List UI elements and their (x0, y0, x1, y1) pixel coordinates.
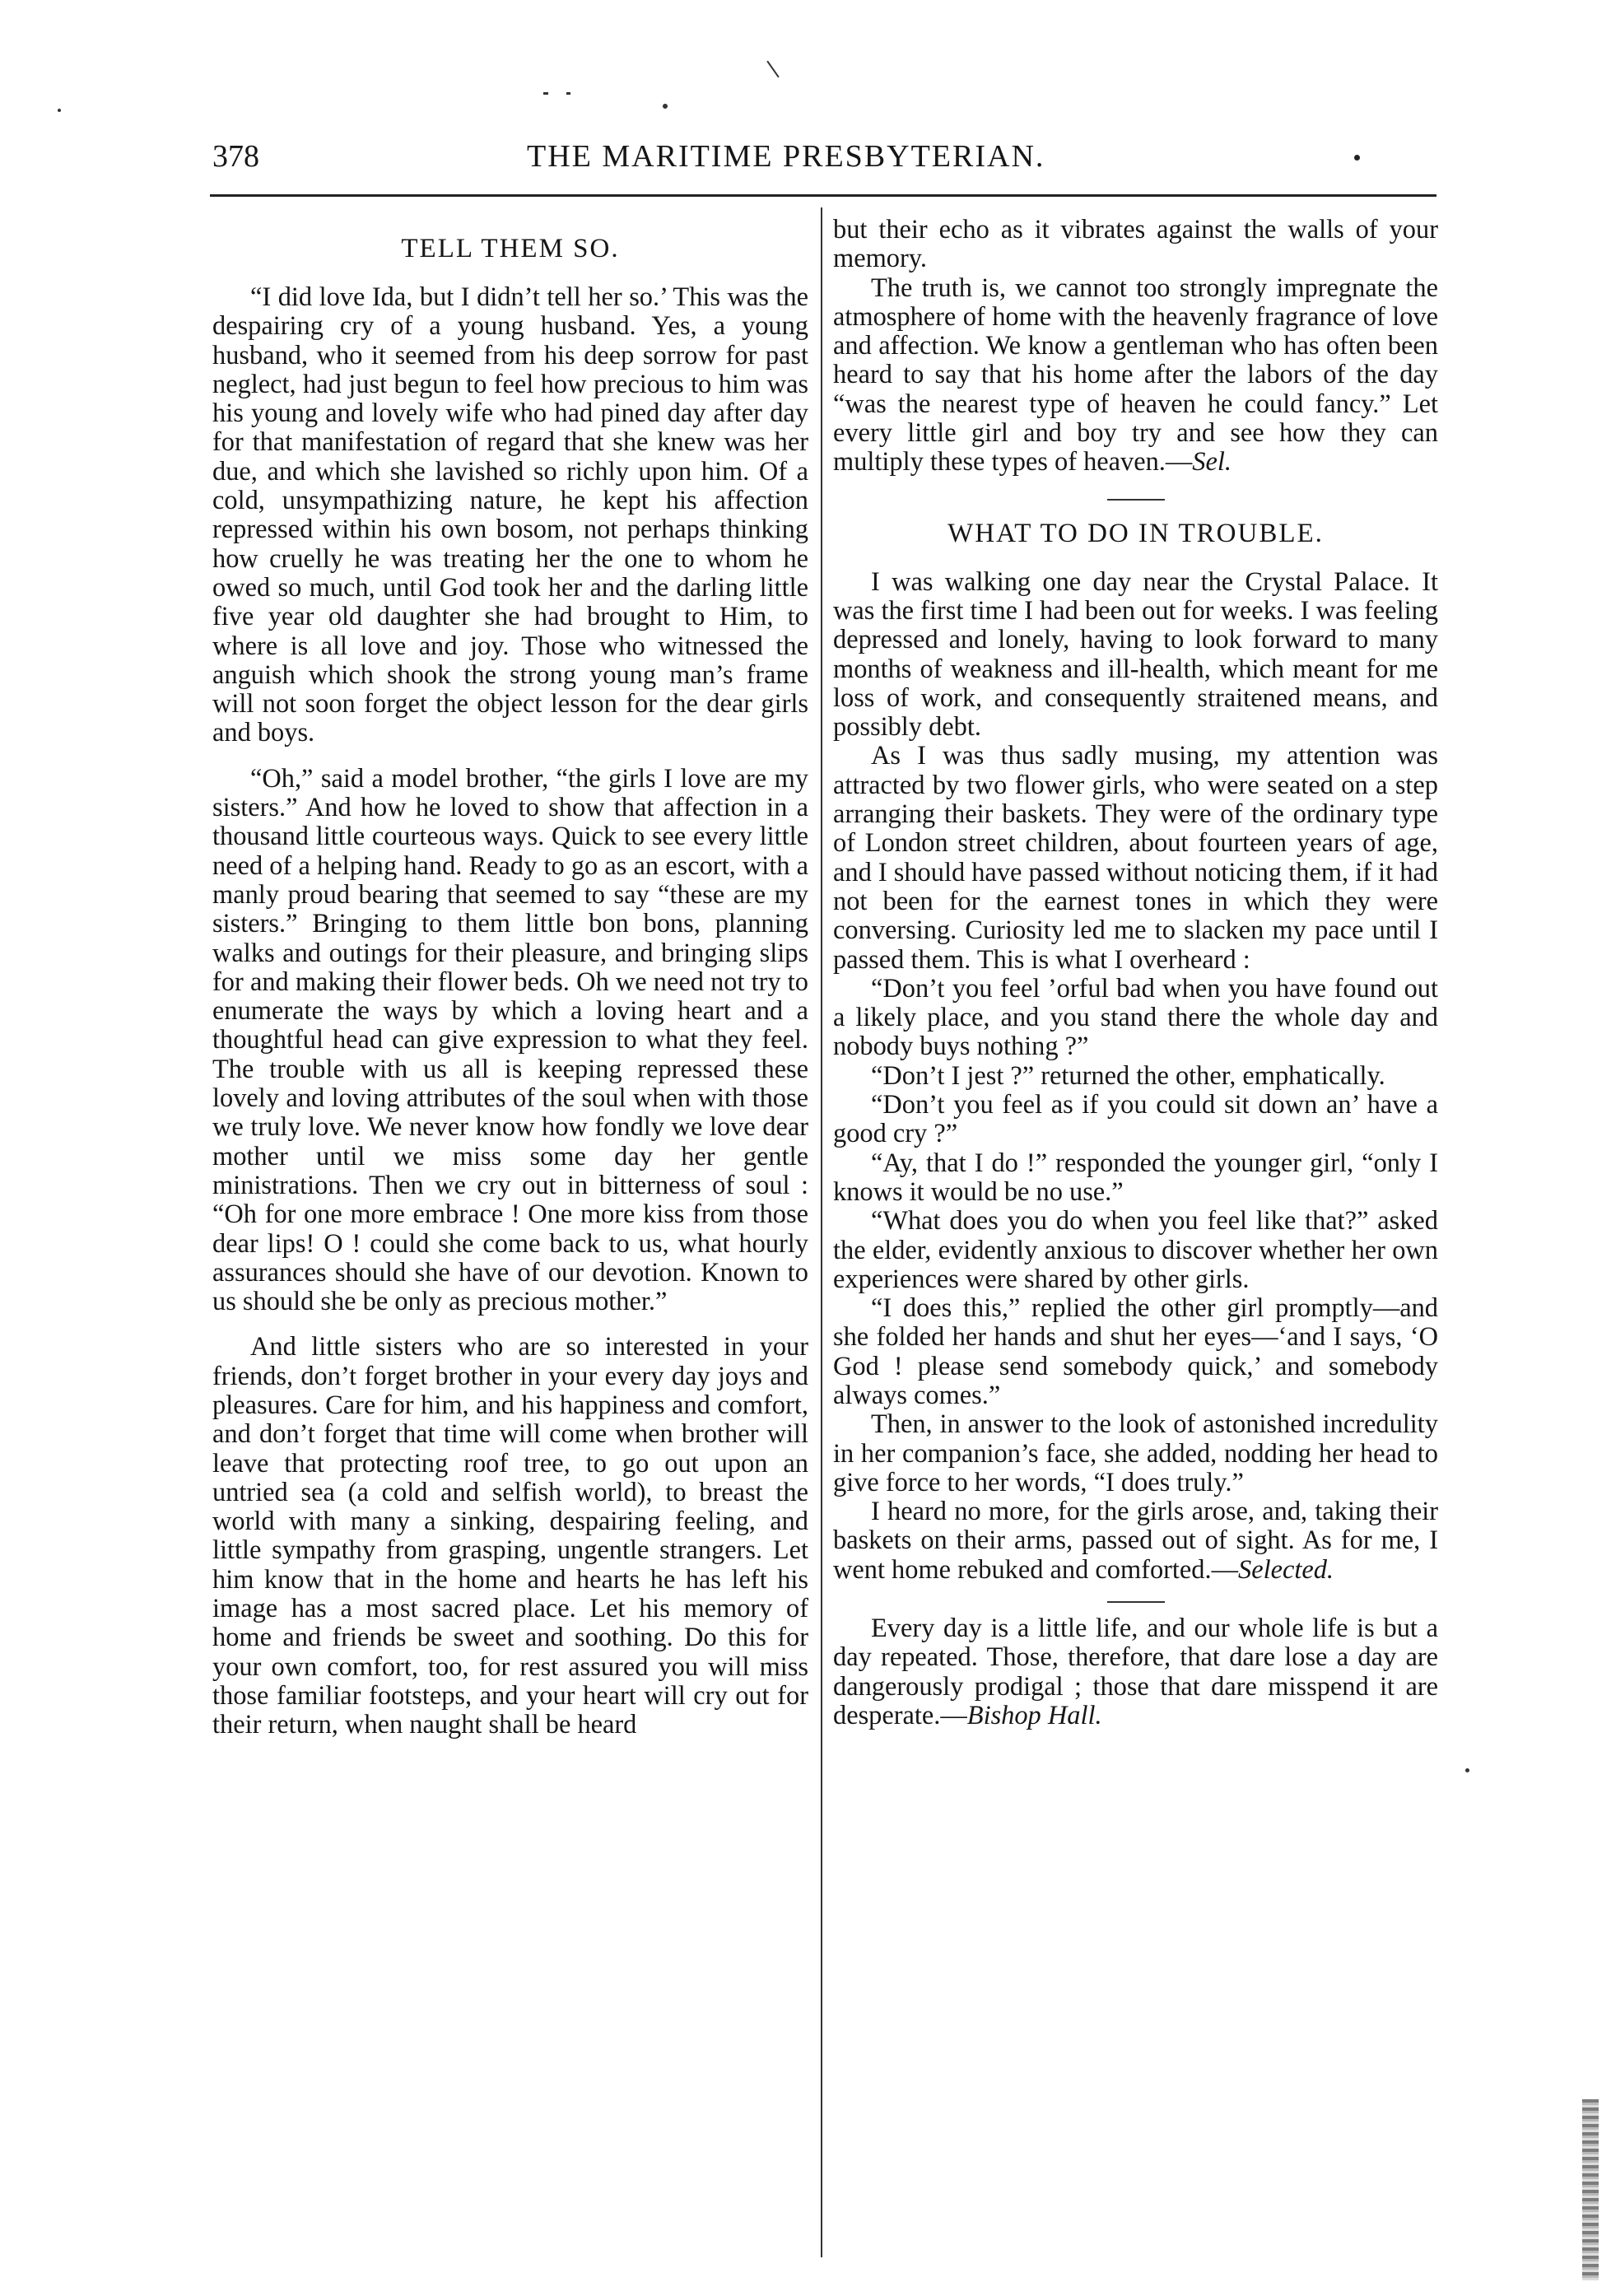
paragraph: And little sisters who are so interested in your friends, don’t forget brother in your every day joys and pleasures. Care for him, and his happiness and comfort, and don’t forget that time will come when brother will leave that protecting roof tree, to go out upon an untried sea (a cold and selfish world), to breast the world with many a sinking, despairing feeling, and little sympathy from grasping, ungentle strangers. Let him know that in the home and hearts he has left his image has a most sacred place. Let his memory of home and friends be sweet and soothing. Do this for your own comfort, too, for rest assured you will miss those familiar footsteps, and your heart will cry out for their return, when naught shall be heard (212, 1332, 808, 1740)
header-dot (1354, 155, 1360, 161)
paragraph-text: Every day is a little life, and our whole life is but a day repeated. Those, therefore, that dare lose a day are dangerously prodigal ; those that dare misspend it are desperate.— (833, 1614, 1438, 1730)
page-number: 378 (212, 139, 259, 174)
paragraph-continuation: but their echo as it vibrates against the walls of your memory. (833, 215, 1438, 274)
paragraph: Then, in answer to the look of astonished incredulity in her companion’s face, she added, nodding her head to give force to her words, “I does truly.” (833, 1409, 1438, 1497)
paragraph (833, 274, 1438, 477)
article-separator (1107, 1601, 1165, 1603)
paragraph: “Oh,” said a model brother, “the girls I love are my sisters.” And how he loved to show that affection in a thousand little courteous ways. Quick to see every little need of a helping hand. Ready to go as an escort, with a manly proud bearing that seemed to say “these are my sisters.” Bringing to them little bon bons, planning walks and outings for their pleasure, and bringing slips for and making their flower beds. Oh we need not try to enumerate the ways by which a loving heart and a thoughtful head can give expression to what they feel. The trouble with us all is keeping repressed these lovely and loving attributes of the soul when with those we truly love. We never know how fondly we love dear mother until we miss some day her gentle ministrations. Then we cry out in bitterness of soul : “Oh for one more embrace ! One more kiss from those dear lips! O ! could she come back to us, what hourly assurances should she have of our devotion. Known to us should she be only as precious mother.” (212, 763, 808, 1317)
page-edge-damage (1582, 2099, 1599, 2280)
running-head: THE MARITIME PRESBYTERIAN. (527, 139, 1045, 174)
paragraph: “Ay, that I do !” responded the younger girl, “only I knows it would be no use.” (833, 1148, 1438, 1207)
paragraph: As I was thus sadly musing, my attention was attracted by two flower girls, who were seated on a step arranging their baskets. They were of the ordinary type of London street children, about fourteen years of age, and I should have passed without noticing them, if it had not been for the earnest tones in which they were conversing. Curiosity led me to slacken my pace until I passed them. This is what I overheard : (833, 741, 1438, 975)
article-title-tell-them-so: TELL THEM SO. (401, 234, 620, 263)
signature: Sel. (1192, 447, 1232, 477)
signature: Selected. (1238, 1554, 1334, 1585)
scan-speck (663, 104, 668, 109)
paragraph-text: The truth is, we cannot too strongly impregnate the atmosphere of home with the heavenly fragrance of love and affection. We know a gentleman who has often been heard to say that his home after the labors of the day “was the nearest type of heaven he could fancy.” Let every little girl and boy try and see how they can multiply these types of heaven.— (833, 272, 1438, 477)
article-title-what-to-do: WHAT TO DO IN TROUBLE. (948, 518, 1324, 548)
paragraph (833, 1614, 1438, 1730)
paragraph: “I did love Ida, but I didn’t tell her so.’ This was the despairing cry of a young husband. Yes, a young husband, who it seemed from his deep sorrow for past neglect, had just begun to feel how precious to him was his young and lovely wife who had pined day after day for that manifestation of regard that she knew was her due, and which she lavished so richly upon him. Of a cold, unsympathizing nature, he kept his affection repressed within his own bosom, not perhaps thinking how cruelly he was treating her the one to whom he owed so much, until God took her and the darling little five year old daughter she had brought to Him, to where is all love and joy. Those who witnessed the anguish which shook the strong young man’s frame will not soon forget the object lesson for the dear girls and boys. (212, 282, 808, 748)
paragraph (833, 1497, 1438, 1585)
left-column (212, 216, 808, 1740)
scan-speck (543, 92, 548, 95)
scan-speck (766, 61, 779, 78)
paragraph: I was walking one day near the Crystal Palace. It was the first time I had been out for weeks. I was feeling depressed and lonely, having to look forward to many months of weakness and ill-health, which meant for me loss of work, and consequently straitened means, and possibly debt. (833, 566, 1438, 743)
scan-speck (1465, 1768, 1469, 1772)
paragraph-text: I heard no more, for the girls arose, and, taking their baskets on their arms, passed out of sight. As for me, I went home rebuked and comforted.— (833, 1497, 1438, 1585)
column-divider (821, 207, 822, 2257)
right-column (833, 216, 1438, 1730)
paragraph: “Don’t you feel as if you could sit down an’ have a good cry ?” (833, 1090, 1438, 1149)
paragraph: “Don’t you feel ’orful bad when you have found out a likely place, and you stand there the whole day and nobody buys nothing ?” (833, 973, 1438, 1062)
header-rule (210, 194, 1436, 197)
scan-speck (566, 92, 570, 95)
article-separator (1107, 499, 1165, 501)
signature: Bishop Hall. (966, 1700, 1102, 1730)
paragraph: “I does this,” replied the other girl promptly—and she folded her hands and shut her eyes—‘and I says, ‘O God ! please send somebody quick,’ and somebody always comes.” (833, 1293, 1438, 1410)
scan-speck (58, 109, 61, 112)
paragraph: “What does you do when you feel like that?” asked the elder, evidently anxious to discover whether her own experiences were shared by other girls. (833, 1206, 1438, 1294)
paragraph: “Don’t I jest ?” returned the other, emphatically. (871, 1060, 1385, 1091)
